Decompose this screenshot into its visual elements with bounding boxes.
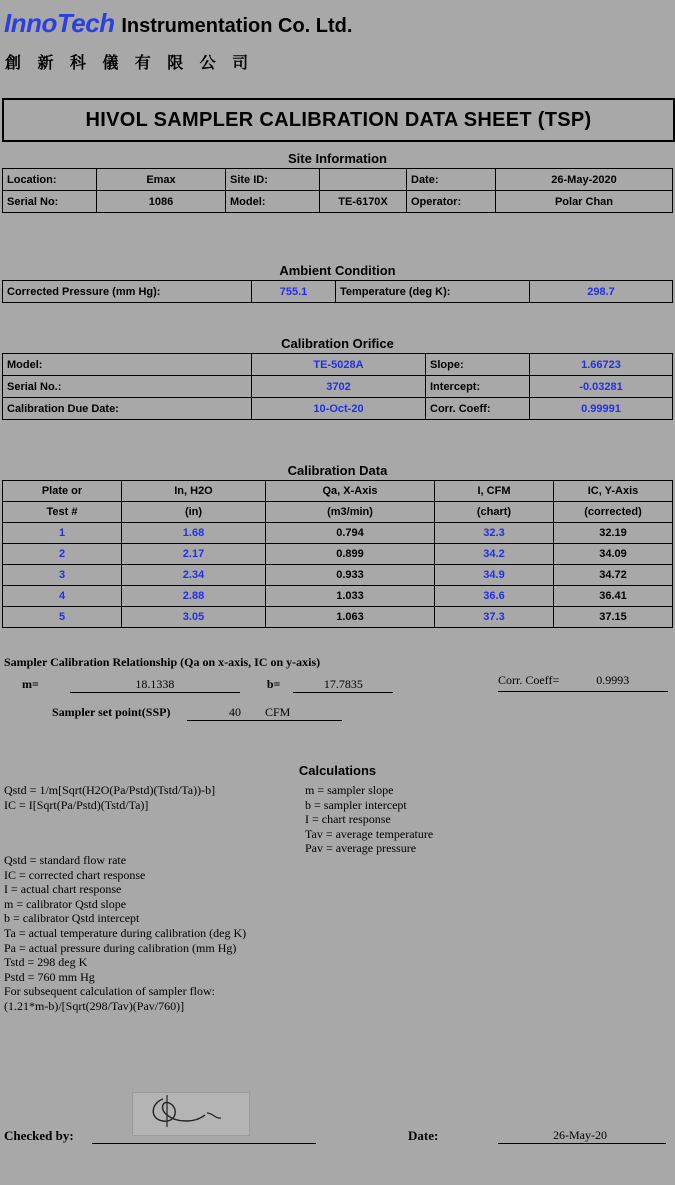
table-header-row-units	[3, 502, 673, 523]
cell-ic: 32.19	[554, 523, 673, 544]
ambient-condition-table	[2, 280, 673, 303]
cell-qa: 0.899	[266, 544, 435, 565]
definition-ic: IC = corrected chart response	[4, 867, 146, 882]
calibration-orifice-table	[2, 353, 673, 420]
cell-in-h2o: 2.17	[122, 544, 266, 565]
ambient-condition-section	[0, 260, 675, 303]
calibration-orifice-heading: Calibration Orifice	[281, 336, 394, 351]
col-unit-qa: (m3/min)	[266, 502, 435, 523]
relationship-values	[22, 677, 393, 693]
orifice-model-value: TE-5028A	[252, 354, 426, 376]
corrected-pressure-label: Corrected Pressure (mm Hg):	[3, 281, 252, 303]
cell-in-h2o: 1.68	[122, 523, 266, 544]
table-row	[3, 169, 673, 191]
cell-plate: 2	[3, 544, 122, 565]
m-label: m=	[22, 677, 39, 691]
table-row	[3, 607, 673, 628]
legend-pav: Pav = average pressure	[305, 841, 417, 856]
definition-subsequent-note: For subsequent calculation of sampler flow:	[4, 984, 215, 999]
col-header-plate: Plate or	[3, 481, 122, 502]
checked-by-line	[92, 1143, 316, 1144]
col-header-ic: IC, Y-Axis	[554, 481, 673, 502]
definition-pa: Pa = actual pressure during calibration (mm Hg)	[4, 940, 237, 955]
brand-name: InnoTech	[4, 8, 115, 38]
definition-ta: Ta = actual temperature during calibration (deg K)	[4, 925, 247, 940]
table-header-row	[3, 481, 673, 502]
legend-m: m = sampler slope	[305, 783, 394, 797]
page-title-text: HIVOL SAMPLER CALIBRATION DATA SHEET (TSP)	[85, 108, 592, 131]
company-logo	[4, 8, 352, 39]
table-row	[3, 398, 673, 420]
table-row	[3, 281, 673, 303]
b-label: b=	[266, 677, 281, 691]
calibration-data-table	[2, 480, 673, 628]
model-value: TE-6170X	[320, 191, 407, 213]
calculation-formulas	[4, 783, 304, 812]
cell-plate: 3	[3, 565, 122, 586]
col-header-in-h2o: In, H2O	[122, 481, 266, 502]
date-label: Date:	[407, 169, 496, 191]
relationship-title: Sampler Calibration Relationship (Qa on x-axis, IC on y-axis)	[4, 655, 321, 669]
cell-qa: 0.933	[266, 565, 435, 586]
table-row	[3, 565, 673, 586]
legend-i: I = chart response	[305, 812, 391, 827]
site-information-table	[2, 168, 673, 213]
model-label: Model:	[226, 191, 320, 213]
ssp-label: Sampler set point(SSP)	[52, 705, 171, 719]
site-id-value	[320, 169, 407, 191]
corrected-pressure-value: 755.1	[252, 281, 336, 303]
brand-suffix: Instrumentation Co. Ltd.	[121, 15, 353, 37]
footer-date-line	[498, 1143, 666, 1144]
temperature-label: Temperature (deg K):	[336, 281, 530, 303]
location-label: Location:	[3, 169, 97, 191]
b-value: 17.7835	[293, 677, 393, 693]
calculations-heading: Calculations	[298, 763, 377, 778]
cell-in-h2o: 3.05	[122, 607, 266, 628]
orifice-slope-label: Slope:	[426, 354, 530, 376]
serial-label: Serial No:	[3, 191, 97, 213]
footer-date-value: 26-May-20	[553, 1128, 607, 1142]
cell-qa: 1.033	[266, 586, 435, 607]
site-information-section	[0, 148, 675, 213]
cell-ic: 34.72	[554, 565, 673, 586]
orifice-corr-coeff-label: Corr. Coeff:	[426, 398, 530, 420]
site-id-label: Site ID:	[226, 169, 320, 191]
table-row	[3, 523, 673, 544]
col-unit-ic: (corrected)	[554, 502, 673, 523]
calculation-definitions	[4, 853, 424, 1014]
cell-plate: 5	[3, 607, 122, 628]
signature-image	[132, 1092, 250, 1136]
ambient-condition-heading: Ambient Condition	[279, 263, 396, 278]
orifice-model-label: Model:	[3, 354, 252, 376]
cell-i: 37.3	[435, 607, 554, 628]
cell-i: 34.9	[435, 565, 554, 586]
table-row	[3, 376, 673, 398]
table-row	[3, 586, 673, 607]
calibration-data-heading: Calibration Data	[287, 463, 388, 478]
cell-in-h2o: 2.88	[122, 586, 266, 607]
ssp-unit: CFM	[264, 705, 291, 719]
m-value: 18.1338	[70, 677, 240, 693]
cell-qa: 0.794	[266, 523, 435, 544]
definition-m: m = calibrator Qstd slope	[4, 896, 127, 911]
definition-i: I = actual chart response	[4, 882, 122, 897]
orifice-due-date-value: 10-Oct-20	[252, 398, 426, 420]
col-unit-i: (chart)	[435, 502, 554, 523]
col-unit-in-h2o: (in)	[122, 502, 266, 523]
operator-value: Polar Chan	[496, 191, 673, 213]
site-information-heading: Site Information	[288, 151, 387, 166]
date-value: 26-May-2020	[496, 169, 673, 191]
corr-coeff-label: Corr. Coeff=	[498, 673, 560, 687]
orifice-intercept-label: Intercept:	[426, 376, 530, 398]
orifice-intercept-value: -0.03281	[530, 376, 673, 398]
footer-date-label: Date:	[408, 1128, 439, 1143]
corr-coeff-value: 0.9993	[596, 673, 630, 687]
orifice-serial-value: 3702	[252, 376, 426, 398]
operator-label: Operator:	[407, 191, 496, 213]
checked-by-label: Checked by:	[4, 1128, 74, 1143]
orifice-slope-value: 1.66723	[530, 354, 673, 376]
location-value: Emax	[97, 169, 226, 191]
col-header-i: I, CFM	[435, 481, 554, 502]
cell-in-h2o: 2.34	[122, 565, 266, 586]
corr-coeff-underline	[498, 691, 668, 692]
cell-plate: 4	[3, 586, 122, 607]
page-title	[2, 98, 675, 142]
table-row	[3, 544, 673, 565]
relationship-corr-coeff	[498, 673, 629, 688]
formula-qstd: Qstd = 1/m[Sqrt(H2O(Pa/Pstd)(Tstd/Ta))-b]	[4, 783, 216, 797]
definition-pstd: Pstd = 760 mm Hg	[4, 969, 95, 984]
cell-i: 34.2	[435, 544, 554, 565]
legend-b: b = sampler intercept	[305, 797, 407, 812]
definition-b: b = calibrator Qstd intercept	[4, 911, 140, 926]
company-name-chinese: 創 新 科 儀 有 限 公 司	[5, 55, 255, 72]
signature-scribble-icon	[133, 1093, 247, 1133]
definition-qstd: Qstd = standard flow rate	[4, 853, 127, 867]
calculation-legend	[305, 783, 545, 856]
legend-tav: Tav = average temperature	[305, 826, 434, 841]
cell-i: 36.6	[435, 586, 554, 607]
table-row	[3, 354, 673, 376]
orifice-serial-label: Serial No.:	[3, 376, 252, 398]
col-unit-plate: Test #	[3, 502, 122, 523]
cell-ic: 36.41	[554, 586, 673, 607]
col-header-qa: Qa, X-Axis	[266, 481, 435, 502]
calibration-data-section	[0, 460, 675, 628]
orifice-corr-coeff-value: 0.99991	[530, 398, 673, 420]
serial-value: 1086	[97, 191, 226, 213]
cell-plate: 1	[3, 523, 122, 544]
cell-ic: 34.09	[554, 544, 673, 565]
definition-tstd: Tstd = 298 deg K	[4, 955, 88, 970]
cell-i: 32.3	[435, 523, 554, 544]
cell-ic: 37.15	[554, 607, 673, 628]
cell-qa: 1.063	[266, 607, 435, 628]
ssp-value: 40	[228, 705, 241, 719]
formula-ic: IC = I[Sqrt(Pa/Pstd)(Tstd/Ta)]	[4, 797, 149, 812]
calibration-orifice-section	[0, 333, 675, 420]
table-row	[3, 191, 673, 213]
orifice-due-date-label: Calibration Due Date:	[3, 398, 252, 420]
temperature-value: 298.7	[530, 281, 673, 303]
definition-subsequent-formula: (1.21*m-b)/[Sqrt(298/Tav)(Pav/760)]	[4, 998, 185, 1013]
sampler-set-point	[52, 705, 342, 721]
